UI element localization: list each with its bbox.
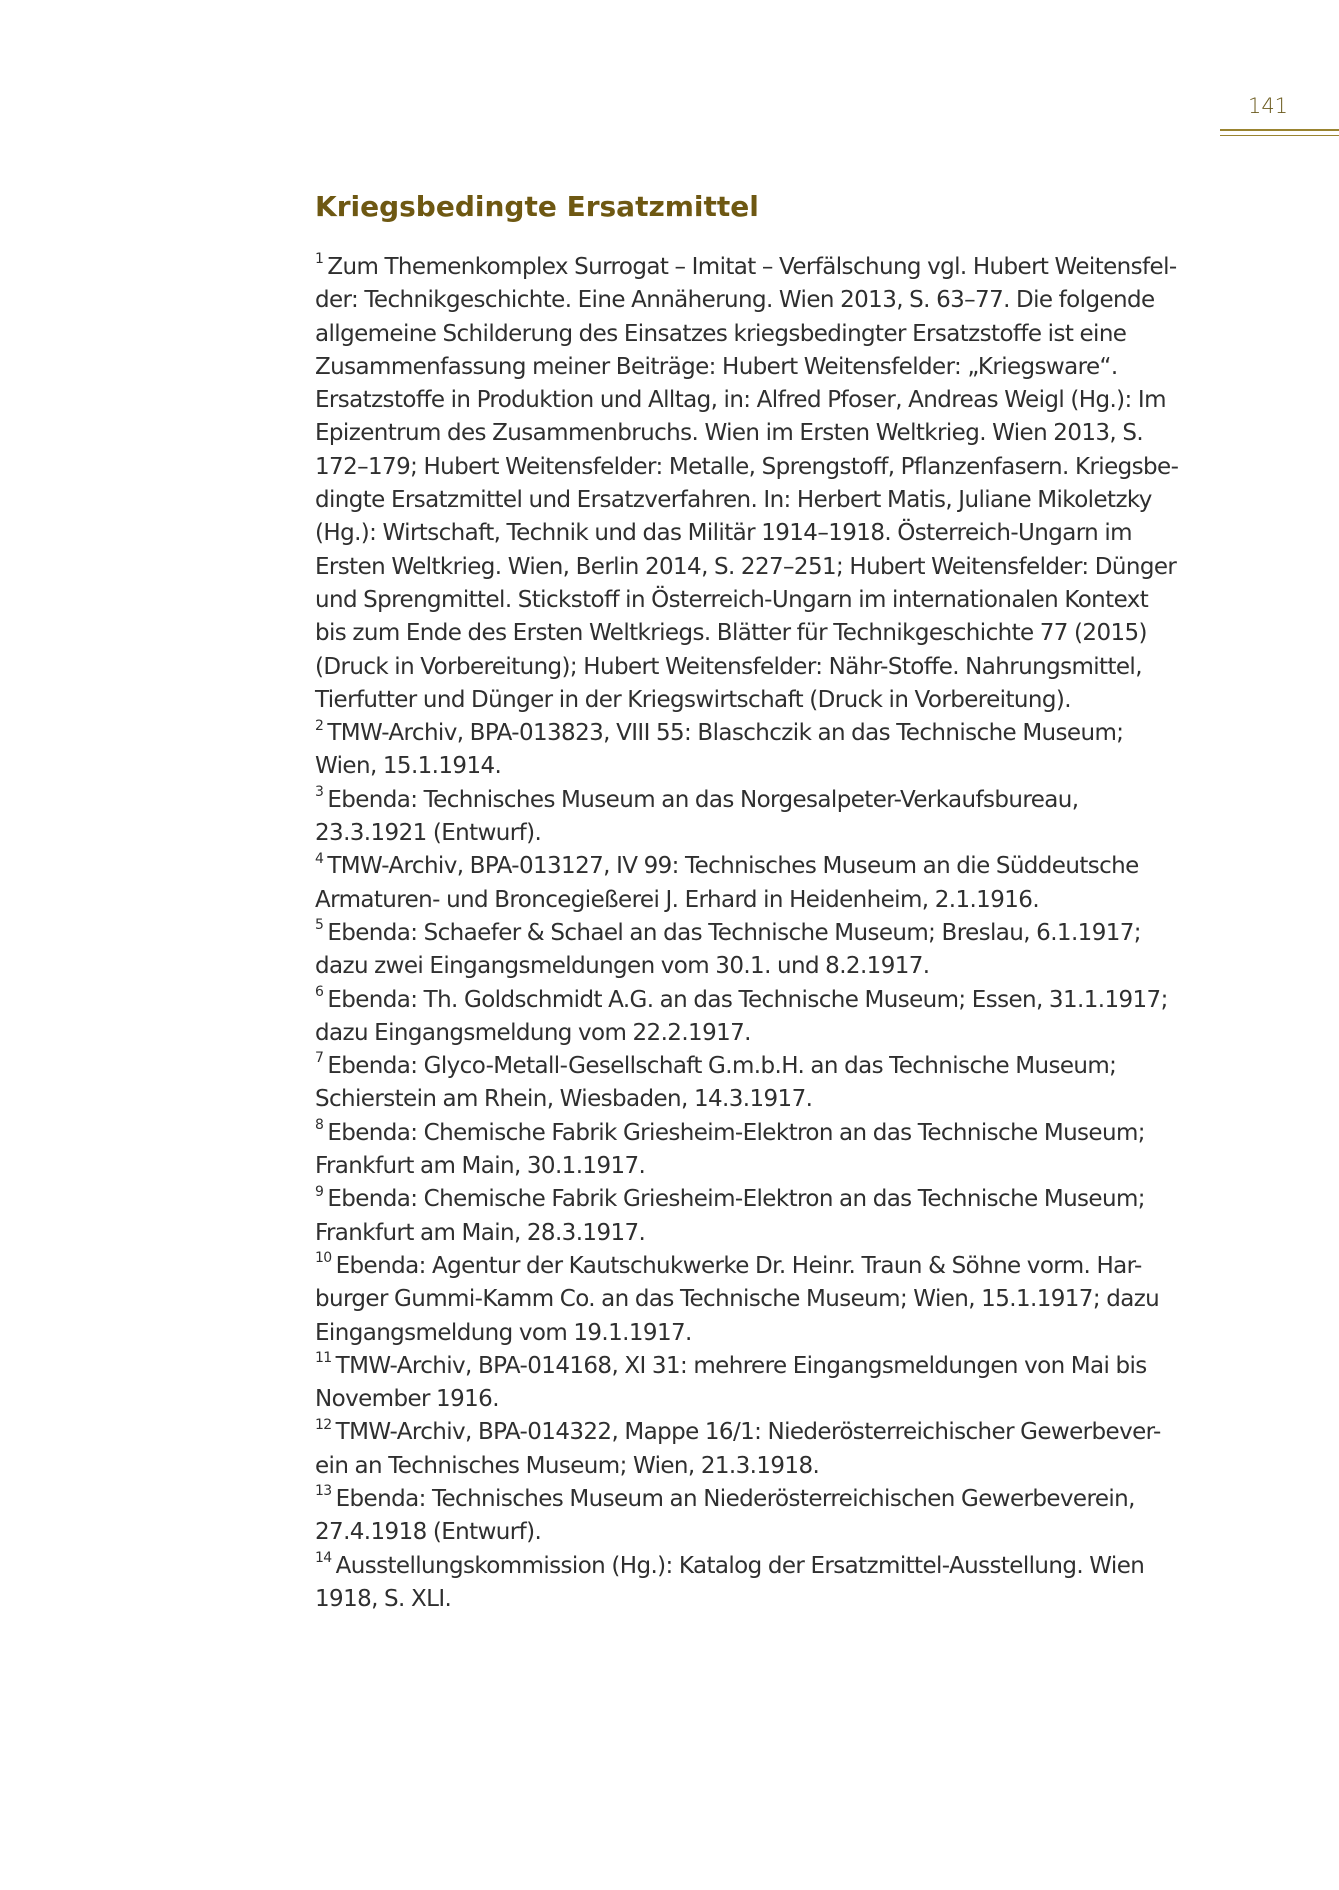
footnote-number: 4	[315, 850, 324, 867]
header-rule-bottom	[1220, 135, 1339, 136]
footnote-number: 11	[315, 1350, 332, 1367]
footnote-line	[315, 351, 1195, 384]
footnote-text: 1918, S. XLI.	[315, 1585, 452, 1612]
footnote-text: Schierstein am Rhein, Wiesbaden, 14.3.1917.	[315, 1086, 813, 1113]
footnote-10	[315, 1250, 1195, 1350]
footnote-1	[315, 251, 1195, 717]
footnote-number: 3	[315, 784, 324, 801]
footnote-13	[315, 1483, 1195, 1550]
footnote-text: (Druck in Vorbereitung); Hubert Weitensfelder: Nähr-Stoffe. Nahrungsmittel,	[315, 653, 1142, 680]
footnote-text: TMW-Archiv, BPA-014322, Mappe 16/1: Niederösterreichischer Gewerbever-	[335, 1419, 1161, 1446]
footnote-line	[315, 551, 1195, 584]
footnote-number: 14	[315, 1549, 332, 1566]
footnote-line	[315, 384, 1195, 417]
footnote-text: November 1916.	[315, 1386, 499, 1413]
footnote-line	[315, 1450, 1195, 1483]
footnote-line	[315, 517, 1195, 550]
footnote-number: 12	[315, 1416, 332, 1433]
footnote-number: 5	[315, 917, 324, 934]
footnote-line	[315, 1050, 1195, 1083]
footnote-line	[315, 484, 1195, 517]
footnote-text: TMW-Archiv, BPA-014168, XI 31: mehrere Eingangsmeldungen von Mai bis	[335, 1352, 1147, 1379]
footnote-3	[315, 784, 1195, 851]
footnote-line	[315, 1416, 1195, 1449]
footnote-line	[315, 1483, 1195, 1516]
footnote-line	[315, 318, 1195, 351]
footnote-text: Wien, 15.1.1914.	[315, 753, 502, 780]
footnote-text: TMW-Archiv, BPA-013127, IV 99: Technisches Museum an die Süddeutsche	[327, 853, 1139, 880]
footnote-number: 6	[315, 983, 324, 1000]
footnote-line	[315, 684, 1195, 717]
footnote-line	[315, 1516, 1195, 1549]
page-number: 141	[1247, 94, 1289, 118]
footnote-text: Frankfurt am Main, 30.1.1917.	[315, 1153, 646, 1180]
footnote-line	[315, 1017, 1195, 1050]
footnote-text: Ebenda: Technisches Museum an Niederösterreichischen Gewerbeverein,	[335, 1485, 1135, 1512]
footnote-number: 9	[315, 1183, 324, 1200]
footnote-6	[315, 984, 1195, 1051]
footnote-line	[315, 817, 1195, 850]
footnote-line	[315, 850, 1195, 883]
footnote-text: Zusammenfassung meiner Beiträge: Hubert Weitensfelder: „Kriegsware“.	[315, 353, 1118, 380]
footnote-number: 1	[315, 251, 324, 268]
footnote-text: dazu Eingangsmeldung vom 22.2.1917.	[315, 1019, 751, 1046]
footnote-14	[315, 1550, 1195, 1617]
footnote-number: 2	[315, 717, 324, 734]
footnote-number: 13	[315, 1483, 332, 1500]
footnote-12	[315, 1416, 1195, 1483]
footnote-line	[315, 251, 1195, 284]
footnote-line	[315, 617, 1195, 650]
footnote-text: und Sprengmittel. Stickstoff in Österreich-Ungarn im internationalen Kontext	[315, 586, 1149, 613]
footnote-line	[315, 784, 1195, 817]
footnote-line	[315, 1183, 1195, 1216]
footnote-line	[315, 950, 1195, 983]
footnote-line	[315, 984, 1195, 1017]
footnote-number: 10	[315, 1250, 332, 1267]
footnote-line	[315, 1150, 1195, 1183]
footnote-text: ein an Technisches Museum; Wien, 21.3.1918.	[315, 1452, 820, 1479]
footnote-text: 23.3.1921 (Entwurf).	[315, 820, 542, 847]
footnote-text: Ausstellungskommission (Hg.): Katalog der Ersatzmittel-Ausstellung. Wien	[335, 1552, 1145, 1579]
footnote-line	[315, 584, 1195, 617]
footnote-text: der: Technikgeschichte. Eine Annäherung. Wien 2013, S. 63–77. Die folgende	[315, 287, 1155, 314]
page-content	[315, 190, 1195, 1616]
footnote-text: Tierfutter und Dünger in der Kriegswirtschaft (Druck in Vorbereitung).	[315, 686, 1071, 713]
header-rule-top	[1220, 129, 1339, 131]
footnote-text: Ersatzstoffe in Produktion und Alltag, in: Alfred Pfoser, Andreas Weigl (Hg.): Im	[315, 387, 1166, 414]
footnote-line	[315, 1317, 1195, 1350]
footnotes-list	[315, 251, 1195, 1616]
footnote-text: (Hg.): Wirtschaft, Technik und das Militär 1914–1918. Österreich-Ungarn im	[315, 520, 1132, 547]
footnote-line	[315, 917, 1195, 950]
footnote-text: Armaturen- und Broncegießerei J. Erhard in Heidenheim, 2.1.1916.	[315, 886, 1040, 913]
footnote-text: Eingangsmeldung vom 19.1.1917.	[315, 1319, 692, 1346]
footnote-line	[315, 451, 1195, 484]
footnote-5	[315, 917, 1195, 984]
footnote-text: Ebenda: Th. Goldschmidt A.G. an das Technische Museum; Essen, 31.1.1917;	[327, 986, 1168, 1013]
footnote-text: TMW-Archiv, BPA-013823, VIII 55: Blaschczik an das Technische Museum;	[327, 720, 1124, 747]
footnote-line	[315, 750, 1195, 783]
footnote-line	[315, 884, 1195, 917]
footnote-line	[315, 1550, 1195, 1583]
footnote-text: Ebenda: Chemische Fabrik Griesheim-Elektron an das Technische Museum;	[327, 1119, 1145, 1146]
footnote-text: Epizentrum des Zusammenbruchs. Wien im Ersten Weltkrieg. Wien 2013, S.	[315, 420, 1144, 447]
footnote-text: dingte Ersatzmittel und Ersatzverfahren. In: Herbert Matis, Juliane Mikoletzky	[315, 487, 1152, 514]
footnote-text: Ebenda: Technisches Museum an das Norgesalpeter-Verkaufsbureau,	[327, 786, 1079, 813]
footnote-7	[315, 1050, 1195, 1117]
footnote-text: Zum Themenkomplex Surrogat – Imitat – Verfälschung vgl. Hubert Weitensfel-	[327, 254, 1177, 280]
footnote-line	[315, 1117, 1195, 1150]
footnote-line	[315, 1583, 1195, 1616]
footnote-text: Ebenda: Glyco-Metall-Gesellschaft G.m.b.H. an das Technische Museum;	[327, 1053, 1117, 1080]
footnote-number: 7	[315, 1050, 324, 1067]
footnote-line	[315, 1350, 1195, 1383]
footnote-number: 8	[315, 1117, 324, 1134]
footnote-line	[315, 717, 1195, 750]
footnote-text: Frankfurt am Main, 28.3.1917.	[315, 1219, 646, 1246]
footnote-line	[315, 651, 1195, 684]
footnote-line	[315, 1250, 1195, 1283]
footnote-line	[315, 1217, 1195, 1250]
footnote-text: dazu zwei Eingangsmeldungen vom 30.1. und 8.2.1917.	[315, 953, 930, 980]
footnote-text: Ebenda: Agentur der Kautschukwerke Dr. Heinr. Traun & Söhne vorm. Har-	[335, 1252, 1142, 1279]
footnote-text: 172–179; Hubert Weitensfelder: Metalle, Sprengstoff, Pflanzenfasern. Kriegsbe-	[315, 453, 1179, 480]
footnote-line	[315, 1283, 1195, 1316]
footnote-text: Ersten Weltkrieg. Wien, Berlin 2014, S. 227–251; Hubert Weitensfelder: Dünger	[315, 553, 1177, 580]
footnote-2	[315, 717, 1195, 784]
footnote-11	[315, 1350, 1195, 1417]
footnote-text: bis zum Ende des Ersten Weltkriegs. Blätter für Technikgeschichte 77 (2015)	[315, 620, 1147, 647]
footnote-text: allgemeine Schilderung des Einsatzes kriegsbedingter Ersatzstoffe ist eine	[315, 320, 1127, 347]
footnote-text: Ebenda: Chemische Fabrik Griesheim-Elektron an das Technische Museum;	[327, 1186, 1145, 1213]
footnote-line	[315, 284, 1195, 317]
footnote-4	[315, 850, 1195, 917]
section-title: Kriegsbedingte Ersatzmittel	[315, 190, 759, 223]
footnote-text: 27.4.1918 (Entwurf).	[315, 1519, 542, 1546]
footnote-9	[315, 1183, 1195, 1250]
footnote-text: burger Gummi-Kamm Co. an das Technische Museum; Wien, 15.1.1917; dazu	[315, 1286, 1160, 1313]
footnote-text: Ebenda: Schaefer & Schael an das Technische Museum; Breslau, 6.1.1917;	[327, 919, 1141, 946]
footnote-line	[315, 1083, 1195, 1116]
footnote-line	[315, 1383, 1195, 1416]
footnote-line	[315, 417, 1195, 450]
footnote-8	[315, 1117, 1195, 1184]
